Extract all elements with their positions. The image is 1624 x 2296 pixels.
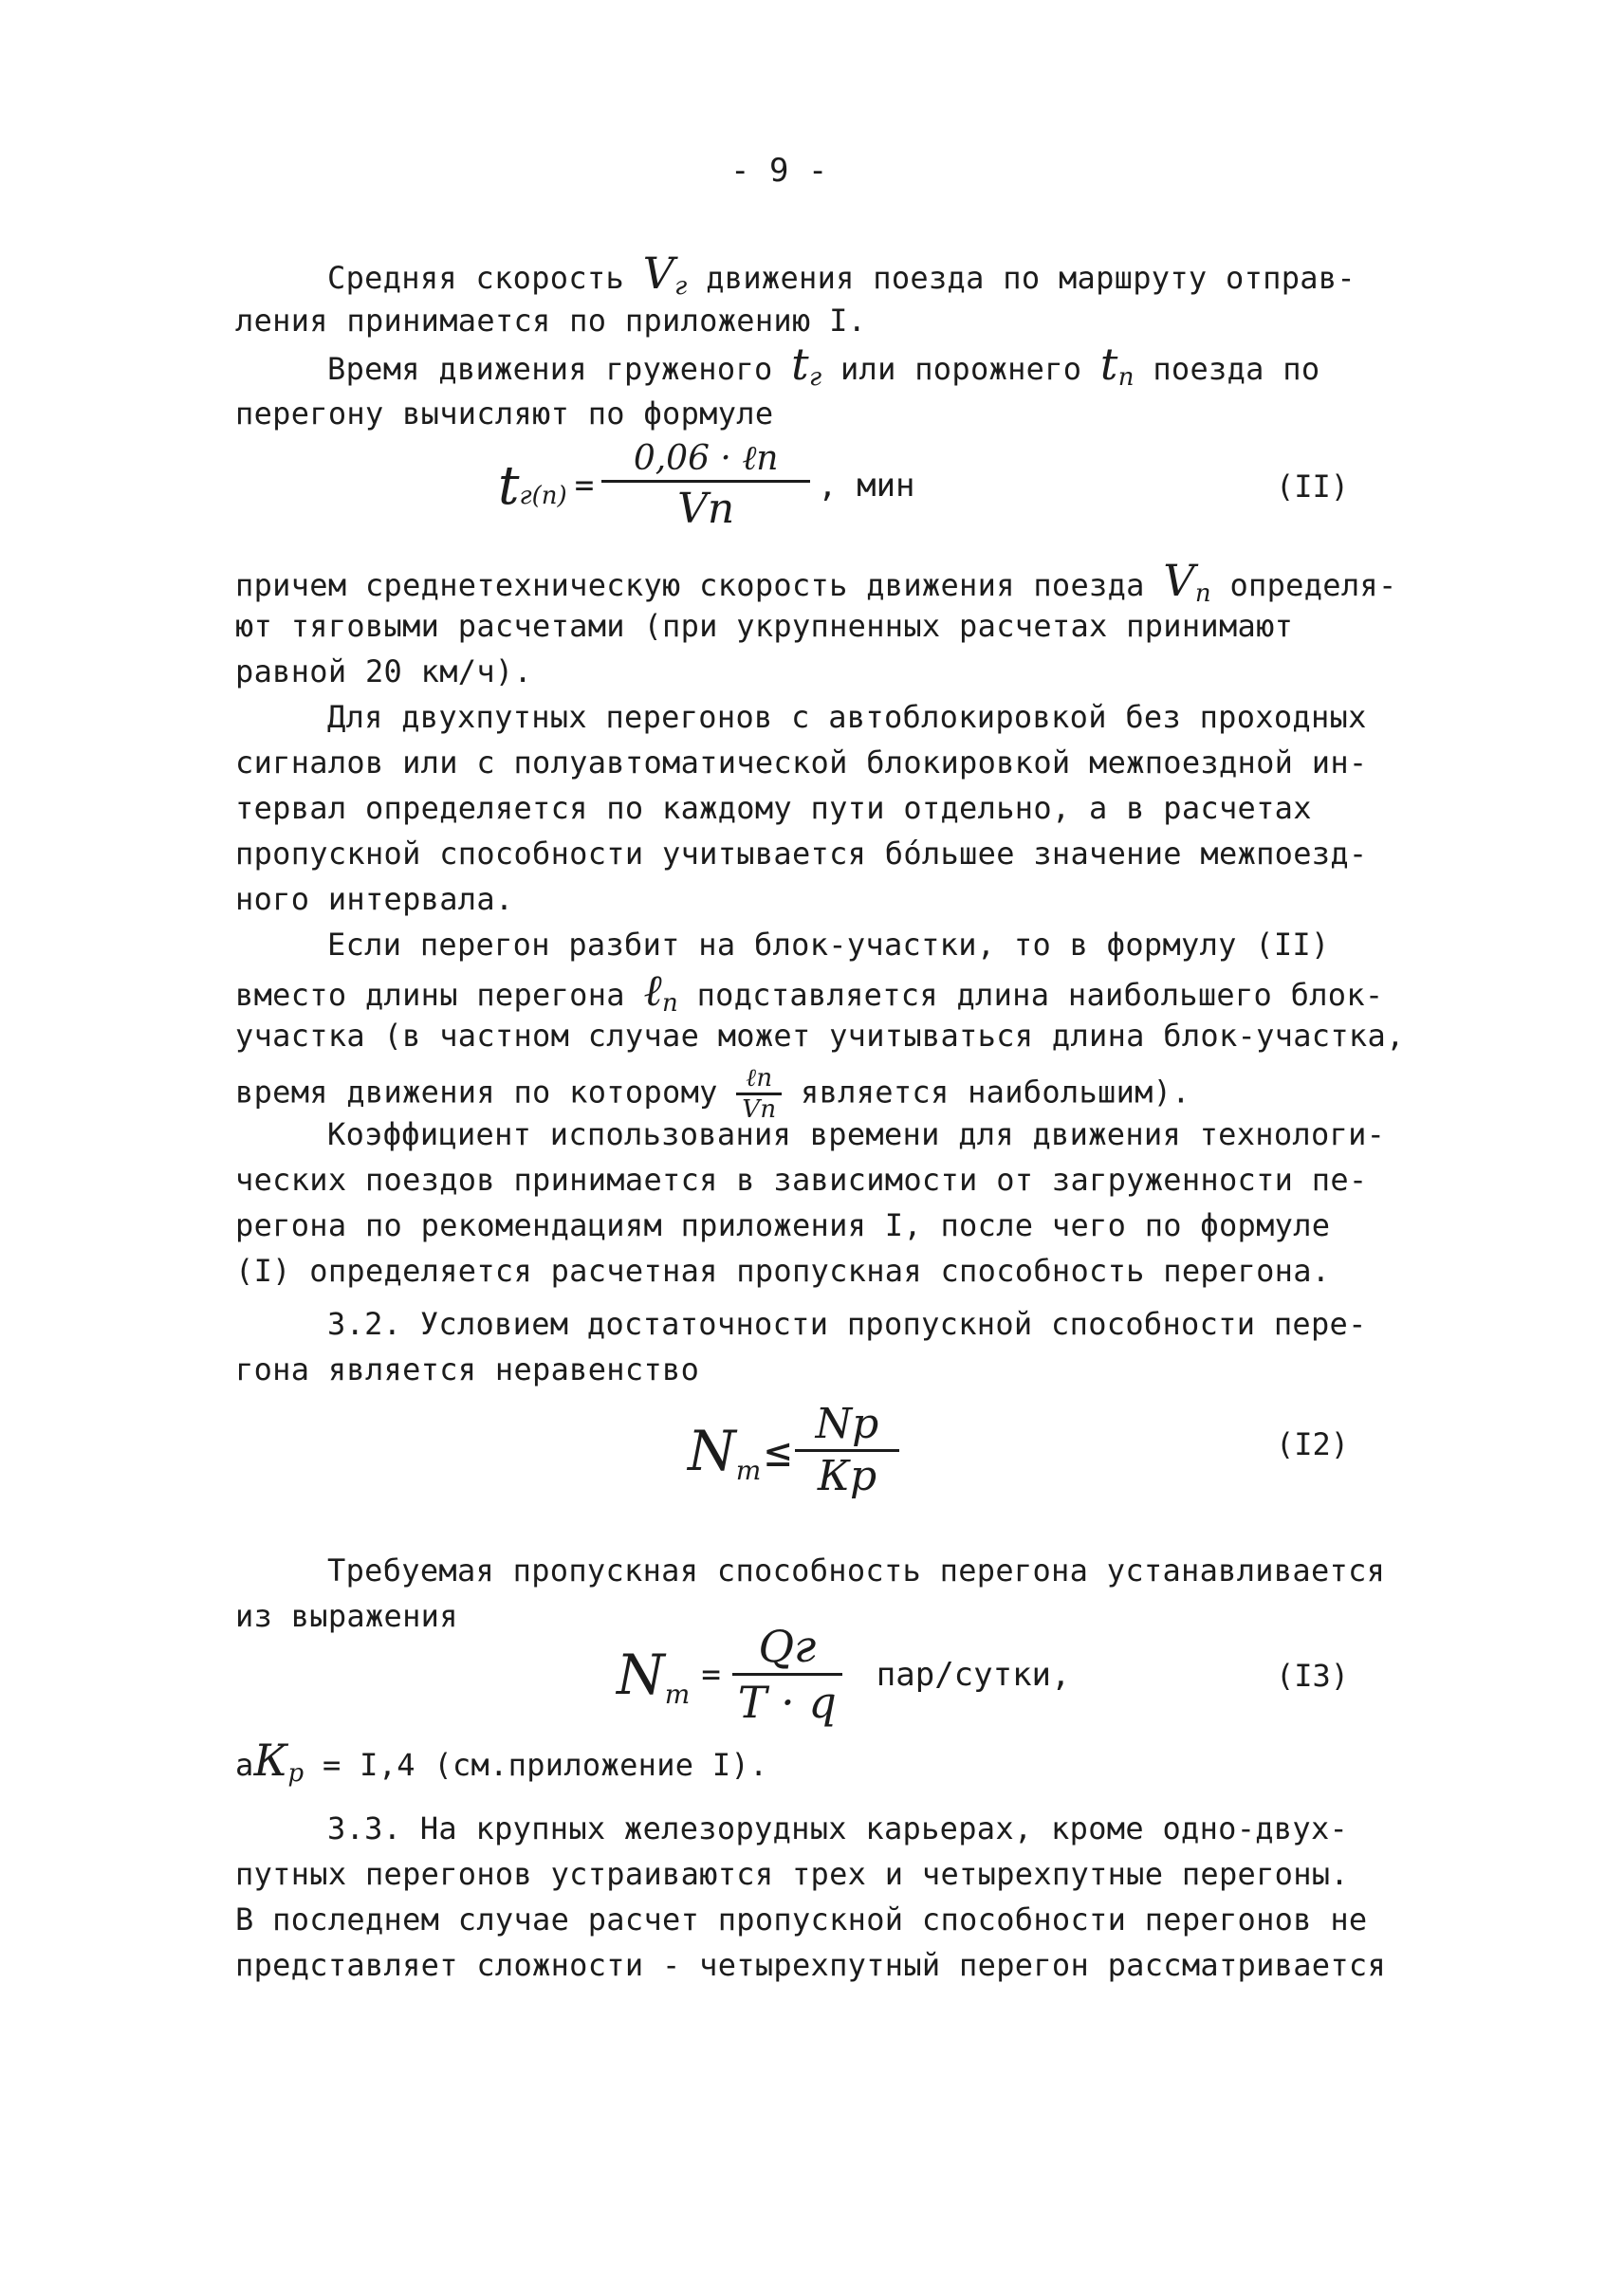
text-span: причем среднетехническую скорость движения поезда bbox=[235, 567, 1145, 603]
text-span: время движения по которому bbox=[235, 1074, 718, 1111]
text-line: путных перегонов устраиваются трех и четырехпутные перегоны. bbox=[235, 1856, 1349, 1892]
text-line: Требуемая пропускная способность перегона устанавливается bbox=[327, 1552, 1386, 1589]
formula-fraction: $\frac{\text{0,06 · ℓп}}{Vп}$ bbox=[601, 438, 810, 533]
text-span: является наибольшим). bbox=[801, 1074, 1190, 1111]
symbol-v: Vг bbox=[642, 248, 688, 301]
text-span: Время движения груженого bbox=[327, 351, 773, 387]
text-line: гона является неравенство bbox=[235, 1351, 700, 1387]
formula-lhs: tг(п) bbox=[498, 454, 567, 517]
text-line: 3.3. На крупных железорудных карьерах, кроме одно-двух- bbox=[327, 1810, 1349, 1846]
formula-lhs: Nт bbox=[688, 1418, 762, 1486]
text-line: тервал определяется по каждому пути отдельно, а в расчетах bbox=[235, 790, 1312, 826]
formula-11 bbox=[498, 438, 915, 533]
text-line: В последнем случае расчет пропускной способности перегонов не bbox=[235, 1901, 1368, 1938]
text-line bbox=[235, 1066, 1190, 1122]
text-line bbox=[235, 1735, 768, 1788]
text-line: участка (в частном случае может учитываться длина блок-участка, bbox=[235, 1018, 1405, 1054]
formula-unit: пар/сутки, bbox=[876, 1655, 1071, 1694]
page-number: - 9 - bbox=[730, 152, 828, 190]
text-span: поезда по bbox=[1153, 351, 1320, 387]
text-span: подставляется длина наибольшего блок- bbox=[696, 977, 1384, 1013]
text-line: равной 20 км/ч). bbox=[235, 653, 533, 689]
text-line: регона по рекомендациям приложения I, после чего по формуле bbox=[235, 1207, 1331, 1243]
text-line: 3.2. Условием достаточности пропускной способности пере- bbox=[327, 1306, 1367, 1342]
formula-13 bbox=[617, 1622, 1071, 1727]
text-span: Средняя скорость bbox=[327, 260, 625, 296]
equation-number: (I3) bbox=[1276, 1658, 1350, 1694]
formula-lhs: Nт bbox=[617, 1642, 691, 1710]
text-span: = I,4 (см.приложение I). bbox=[323, 1747, 768, 1783]
formula-eq: = bbox=[701, 1655, 721, 1694]
text-span: определя- bbox=[1229, 567, 1397, 603]
text-line: из выражения bbox=[235, 1598, 458, 1634]
text-line: Для двухпутных перегонов с автоблокировкой без проходных bbox=[327, 699, 1367, 735]
inline-fraction: $\frac{\text{ℓп}}{Vп}$ bbox=[736, 1066, 782, 1122]
text-line: сигналов или с полуавтоматической блокировкой межпоездной ин- bbox=[235, 744, 1368, 781]
symbol-v: Vп bbox=[1163, 555, 1211, 608]
formula-eq: = bbox=[574, 467, 595, 505]
text-line: ют тяговыми расчетами (при укрупненных расчетах принимают bbox=[235, 608, 1294, 644]
formula-fraction: $\frac{Nр}{Кр}$ bbox=[795, 1402, 899, 1499]
symbol-l: ℓп bbox=[643, 964, 678, 1018]
text-line: Коэффициент использования времени для движения технологи- bbox=[327, 1116, 1386, 1152]
text-line bbox=[235, 964, 1384, 1018]
formula-unit: , мин bbox=[818, 467, 915, 505]
text-line bbox=[327, 248, 1356, 301]
text-line: ного интервала. bbox=[235, 881, 514, 917]
text-line: перегону вычисляют по формуле bbox=[235, 395, 774, 432]
text-span: движения поезда по маршруту отправ- bbox=[706, 260, 1356, 296]
symbol-k: Кр bbox=[253, 1735, 304, 1788]
equation-number: (I2) bbox=[1276, 1426, 1350, 1462]
text-line: представляет сложности - четырехпутный перегон рассматривается bbox=[235, 1947, 1387, 1983]
text-line bbox=[327, 339, 1320, 392]
symbol-t: tп bbox=[1099, 339, 1135, 392]
text-line: Если перегон разбит на блок-участки, то в формулу (II) bbox=[327, 927, 1330, 963]
text-line: (I) определяется расчетная пропускная способность перегона. bbox=[235, 1253, 1331, 1289]
equation-number: (II) bbox=[1276, 468, 1350, 505]
formula-op: ≤ bbox=[765, 1424, 792, 1477]
text-line bbox=[235, 555, 1397, 608]
formula-fraction: $\frac{Qг}{T \cdot q}$ bbox=[732, 1622, 842, 1727]
text-span: а bbox=[235, 1747, 254, 1783]
formula-12 bbox=[688, 1402, 899, 1499]
text-span: или порожнего bbox=[840, 351, 1082, 387]
text-line: пропускной способности учитывается бо́льшее значение межпоезд- bbox=[235, 836, 1368, 872]
symbol-t: tг bbox=[791, 339, 822, 392]
text-line: ления принимается по приложению I. bbox=[235, 303, 867, 339]
text-line: ческих поездов принимается в зависимости от загруженности пе- bbox=[235, 1162, 1368, 1198]
text-span: вместо длины перегона bbox=[235, 977, 625, 1013]
